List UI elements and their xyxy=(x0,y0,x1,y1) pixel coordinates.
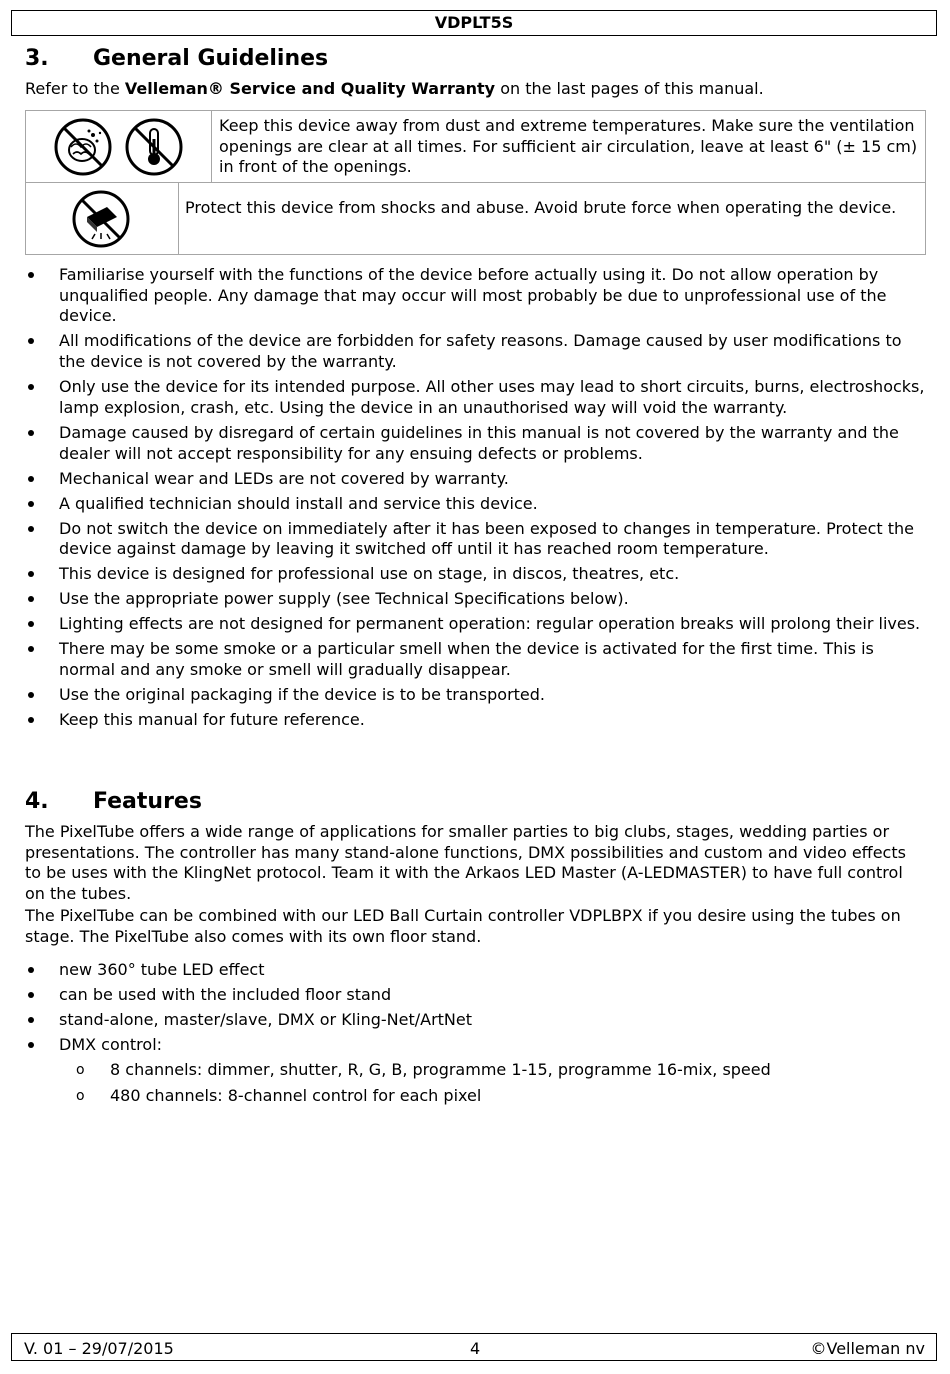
list-item: new 360° tube LED effect xyxy=(25,960,930,981)
section-3-heading xyxy=(25,45,328,73)
list-item: Keep this manual for future reference. xyxy=(25,710,930,731)
warranty-name: Velleman® Service and Quality Warranty xyxy=(124,79,496,98)
list-item: All modifications of the device are forbidden for safety reasons. Damage caused by user modifications to the device is not covered by the warranty. xyxy=(25,331,930,372)
version-date: V. 01 – 29/07/2015 xyxy=(24,1339,174,1358)
dmx-control-label: DMX control: xyxy=(59,1035,163,1054)
list-item: Lighting effects are not designed for permanent operation: regular operation breaks will prolong their lives. xyxy=(25,614,930,635)
list-item: Damage caused by disregard of certain guidelines in this manual is not covered by the warranty and the dealer will not accept responsibility for any ensuing defects or problems. xyxy=(25,423,930,464)
no-shock-icon xyxy=(71,189,131,249)
list-item: A qualified technician should install and service this device. xyxy=(25,494,930,515)
list-item: Use the original packaging if the device is to be transported. xyxy=(25,685,930,706)
section-number: 4. xyxy=(25,789,49,814)
list-item: Mechanical wear and LEDs are not covered by warranty. xyxy=(25,469,930,490)
no-extreme-temperature-icon xyxy=(124,117,184,177)
page-footer xyxy=(11,1333,937,1361)
no-dust-icon xyxy=(53,117,113,177)
warning-text-dust-temperature: Keep this device away from dust and extreme temperatures. Make sure the ventilation openings are clear at all times. For sufficient air circulation, leave at least 6" (± 15 cm) in front of the openings. xyxy=(219,116,918,177)
list-item: Use the appropriate power supply (see Technical Specifications below). xyxy=(25,589,930,610)
copyright: ©Velleman nv xyxy=(810,1339,925,1358)
warranty-reference xyxy=(25,79,925,100)
features-paragraph-2: The PixelTube can be combined with our LED Ball Curtain controller VDPLBPX if you desire using the tubes on stage. The PixelTube also comes with its own floor stand. xyxy=(25,906,901,946)
list-item: stand-alone, master/slave, DMX or Kling-Net/ArtNet xyxy=(25,1010,930,1031)
list-item: Only use the device for its intended purpose. All other uses may lead to short circuits, burns, electroshocks, lamp explosion, crash, etc. Using the device in an unauthorised way will void the warranty. xyxy=(25,377,930,418)
intro-text-end: on the last pages of this manual. xyxy=(495,79,764,98)
list-item: This device is designed for professional use on stage, in discos, theatres, etc. xyxy=(25,564,930,585)
intro-text: Refer to the xyxy=(25,79,125,98)
dmx-sub-list xyxy=(59,1060,930,1107)
section-title: General Guidelines xyxy=(93,46,329,71)
warning-table xyxy=(25,110,926,255)
list-item: There may be some smoke or a particular smell when the device is activated for the first time. This is normal and any smoke or smell will gradually disappear. xyxy=(25,639,930,680)
sub-list-item: o 8 channels: dimmer, shutter, R, G, B, programme 1-15, programme 16-mix, speed xyxy=(59,1060,930,1081)
features-list xyxy=(25,960,930,1113)
page-header xyxy=(11,10,937,36)
list-item: Do not switch the device on immediately after it has been exposed to changes in temperature. Protect the device against damage by leaving it switched off until it has reached room temperature. xyxy=(25,519,930,560)
sub-list-item: o 480 channels: 8-channel control for each pixel xyxy=(59,1086,930,1107)
list-item: can be used with the included floor stand xyxy=(25,985,930,1006)
section-title: Features xyxy=(93,789,202,814)
document-model: VDPLT5S xyxy=(434,13,514,32)
warning-text-shocks: Protect this device from shocks and abuse. Avoid brute force when operating the device. xyxy=(185,198,897,217)
general-guidelines-list xyxy=(25,265,930,735)
list-item: Familiarise yourself with the functions of the device before actually using it. Do not allow operation by unqualified people. Any damage that may occur will most probably be due to unprofessional use of the device. xyxy=(25,265,930,327)
section-number: 3. xyxy=(25,46,49,71)
page-number: 4 xyxy=(470,1339,481,1358)
section-4-heading xyxy=(25,788,202,816)
features-paragraph-1: The PixelTube offers a wide range of applications for smaller parties to big clubs, stages, wedding parties or presentations. The controller has many stand-alone functions, DMX possibilities and custom and video effects to be uses with the KlingNet protocol. Team it with the Arkaos LED Master (A-LEDMASTER) to have full control on the tubes. xyxy=(25,822,906,903)
list-item-dmx xyxy=(25,1035,930,1107)
